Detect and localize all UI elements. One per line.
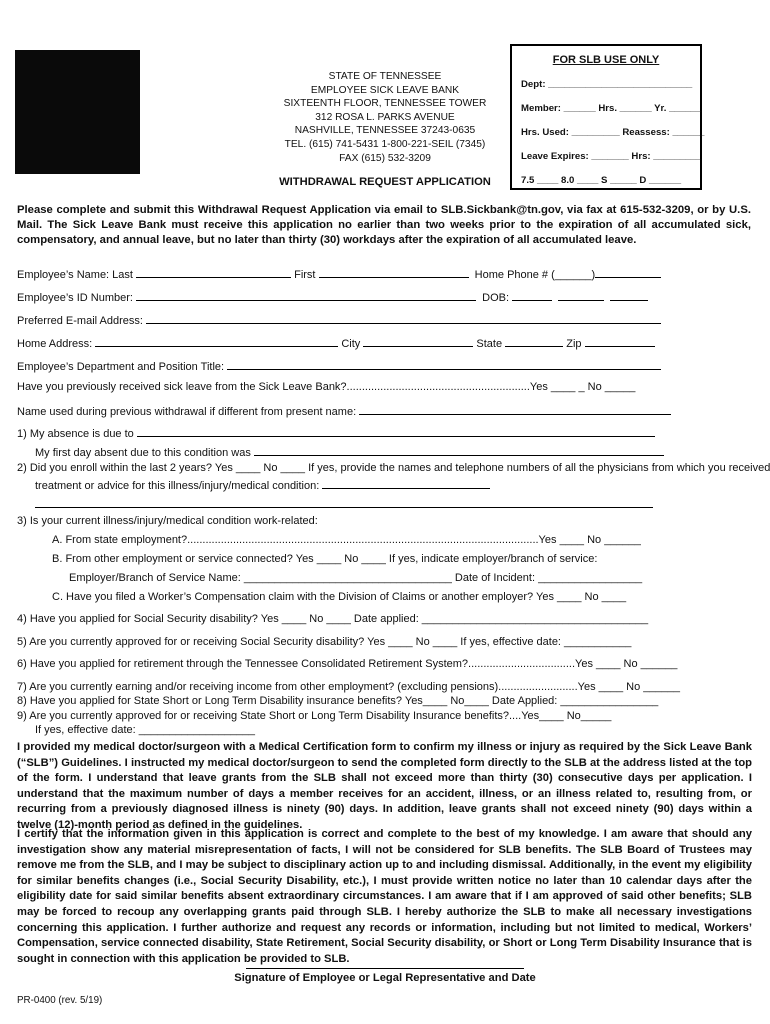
question-3b[interactable]: B. From other employment or service connected? Yes ____ No ____ If yes, indicate employer/branch of service: bbox=[52, 553, 598, 565]
question-9[interactable]: 9) Are you currently approved for or receiving State Short or Long Term Disability Insurance benefits?....Yes____ No_____ bbox=[17, 710, 612, 722]
city-label: City bbox=[341, 338, 361, 350]
state-label: State bbox=[476, 338, 503, 350]
question-3: 3) Is your current illness/injury/medical condition work-related: bbox=[17, 515, 318, 527]
dob-day-input[interactable] bbox=[558, 290, 604, 301]
zip-input[interactable] bbox=[585, 336, 655, 347]
address-street: 312 ROSA L. PARKS AVENUE bbox=[315, 111, 455, 123]
previous-leave-question[interactable]: Have you previously received sick leave from the Sick Leave Bank?............................................................Yes ____ _ No _____ bbox=[17, 381, 636, 393]
phone-numbers: TEL. (615) 741-5431 1-800-221-SEIL (7345) bbox=[284, 138, 486, 150]
zip-label: Zip bbox=[566, 338, 582, 350]
signature-label: Signature of Employee or Legal Representative and Date bbox=[234, 972, 536, 984]
first-day-row bbox=[35, 445, 664, 460]
bank-name: EMPLOYEE SICK LEAVE BANK bbox=[310, 84, 460, 96]
slb-member-field[interactable]: Member: ______ Hrs. ______ Yr. ______ bbox=[521, 103, 702, 114]
question-4[interactable]: 4) Have you applied for Social Security disability? Yes ____ No ____ Date applied: _____________________________________ bbox=[17, 613, 649, 625]
question-1-row bbox=[17, 426, 655, 441]
address-city: NASHVILLE, TENNESSEE 37243-0635 bbox=[294, 125, 476, 137]
slb-dept-field[interactable]: Dept: ___________________________ bbox=[521, 79, 693, 90]
department-row bbox=[17, 359, 661, 374]
slb-hrs-used-field[interactable]: Hrs. Used: _________ Reassess: ______ bbox=[521, 127, 705, 138]
question-9-effective-date[interactable]: If yes, effective date: ___________________ bbox=[35, 724, 255, 736]
state-input[interactable] bbox=[505, 336, 563, 347]
question-2-physicians-row bbox=[35, 478, 490, 493]
home-address-label: Home Address: bbox=[17, 338, 93, 350]
physicians-input[interactable] bbox=[322, 478, 490, 489]
address-row bbox=[17, 336, 655, 351]
instructions: Please complete and submit this Withdrawal Request Application via email to SLB.Sickbank@tn.gov, via fax at 615-532-3209, or by U.S. Mail. The Sick Leave Bank must receive this application no earlier than two weeks prior to the expiration of all accumulated sick, compensatory, and annual leave, but no later than thirty (30) workdays after the expiration of all accumulated leave. bbox=[17, 204, 751, 246]
id-row bbox=[17, 290, 648, 305]
slb-box-title: FOR SLB USE ONLY bbox=[552, 54, 660, 66]
question-5[interactable]: 5) Are you currently approved for or receiving Social Security disability? Yes ____ No ____ If yes, effective date: ___________ bbox=[17, 636, 632, 648]
email-label: Preferred E-mail Address: bbox=[17, 315, 143, 327]
address-floor: SIXTEENTH FLOOR, TENNESSEE TOWER bbox=[283, 98, 487, 110]
agency-header bbox=[240, 70, 530, 165]
employee-id-input[interactable] bbox=[136, 290, 476, 301]
absence-reason-input[interactable] bbox=[137, 426, 655, 437]
physicians-input-line-2[interactable] bbox=[35, 507, 653, 508]
dob-year-input[interactable] bbox=[610, 290, 648, 301]
last-name-label: Employee’s Name: Last bbox=[17, 269, 133, 281]
physicians-label: treatment or advice for this illness/injury/medical condition: bbox=[35, 480, 320, 492]
previous-name-row bbox=[17, 404, 671, 419]
first-name-input[interactable] bbox=[319, 267, 469, 278]
slb-codes-field[interactable]: 7.5 ____ 8.0 ____ S _____ D ______ bbox=[521, 175, 682, 186]
slb-use-only-box bbox=[510, 44, 705, 190]
question-7[interactable]: 7) Are you currently earning and/or receiving income from other employment? (excluding pensions)..........................Yes ____ No ______ bbox=[17, 681, 680, 693]
employer-branch-row[interactable]: Employer/Branch of Service Name: __________________________________ Date of Incident: _________________ bbox=[69, 572, 643, 584]
state-name: STATE OF TENNESSEE bbox=[328, 71, 442, 82]
dob-label: DOB: bbox=[482, 292, 510, 304]
home-phone-input[interactable] bbox=[595, 267, 661, 278]
form-number: PR-0400 (rev. 5/19) bbox=[17, 995, 103, 1006]
previous-name-label: Name used during previous withdrawal if different from present name: bbox=[17, 406, 357, 418]
home-phone-label: Home Phone # (______) bbox=[474, 269, 596, 281]
question-2[interactable]: 2) Did you enroll within the last 2 years? Yes ____ No ____ If yes, provide the names and telephone numbers of all the physicians from which you received bbox=[17, 462, 770, 474]
signature-line[interactable] bbox=[246, 968, 524, 969]
name-row bbox=[17, 267, 661, 282]
department-input[interactable] bbox=[227, 359, 661, 370]
absence-label: 1) My absence is due to bbox=[17, 428, 134, 440]
logo bbox=[15, 50, 140, 174]
question-3c[interactable]: C. Have you filed a Worker’s Compensation claim with the Division of Claims or another employer? Yes ____ No ____ bbox=[52, 591, 627, 603]
last-name-input[interactable] bbox=[136, 267, 291, 278]
first-name-label: First bbox=[294, 269, 316, 281]
previous-name-input[interactable] bbox=[359, 404, 671, 415]
email-input[interactable] bbox=[146, 313, 661, 324]
question-3a[interactable]: A. From state employment?...................................................................................................................Yes ____ No ______ bbox=[52, 534, 641, 546]
department-label: Employee’s Department and Position Title: bbox=[17, 361, 225, 373]
email-row bbox=[17, 313, 661, 328]
fax-number: FAX (615) 532-3209 bbox=[339, 152, 431, 164]
dob-month-input[interactable] bbox=[512, 290, 552, 301]
question-6[interactable]: 6) Have you applied for retirement through the Tennessee Consolidated Retirement System?...................................Yes ____ No ______ bbox=[17, 658, 678, 670]
employee-id-label: Employee’s ID Number: bbox=[17, 292, 133, 304]
city-input[interactable] bbox=[363, 336, 473, 347]
slb-leave-expires-field[interactable]: Leave Expires: _______ Hrs: _________ bbox=[521, 151, 702, 162]
first-day-input[interactable] bbox=[254, 445, 664, 456]
form-title: WITHDRAWAL REQUEST APPLICATION bbox=[279, 176, 491, 188]
medical-certification-statement: I provided my medical doctor/surgeon with a Medical Certification form to confirm my illness or injury as required by the Sick Leave Bank (“SLB”) Guidelines. I instructed my medical doctor/surgeon to send the completed form directly to the SLB at the address listed at the top of the form. I understand that leave grants from the SLB shall not exceed more than thirty (30) consecutive days per application. I understand that the maximum number of days a member receives for an accident, illness, or an illness related to, resulting from, or recurring from a previously diagnosed illness is ninety (90) days. In addition, leave grants shall not exceed ninety (90) days within a twelve (12)-month period as defined in the guidelines. bbox=[17, 741, 752, 831]
home-address-input[interactable] bbox=[95, 336, 338, 347]
question-8[interactable]: 8) Have you applied for State Short or Long Term Disability insurance benefits? Yes____ No____ Date Applied: ________________ bbox=[17, 695, 659, 707]
certification-statement: I certify that the information given in this application is correct and complete to the best of my knowledge. I am aware that should any investigation show any material misrepresentation of facts, I will not be considered for SLB benefits. The SLB Board of Trustees may remove me from the SLB, and I may be subject to disciplinary action up to and including dismissal. Additionally, in the event my eligibility for similar benefits changes (i.e., Social Security Disability, etc.), I must provide written notice no later than 10 calendar days after the eligibility date for said similar benefits absent extraordinary circumstances. I am aware that if I am approved of said other benefits; SLB may be forced to recoup any overlapping grants paid through SLB. I hereby authorize the SLB to make all necessary investigations concerning this application. I further authorize and request any records or information, including but not limited to medical, Workers’ Compensation, service connected disability, State Retirement, Social Security disability, or Short or Long Term Disability Insurance that is sought in connection with this application be provided to SLB. bbox=[17, 828, 752, 965]
first-day-label: My first day absent due to this condition was bbox=[35, 447, 251, 459]
